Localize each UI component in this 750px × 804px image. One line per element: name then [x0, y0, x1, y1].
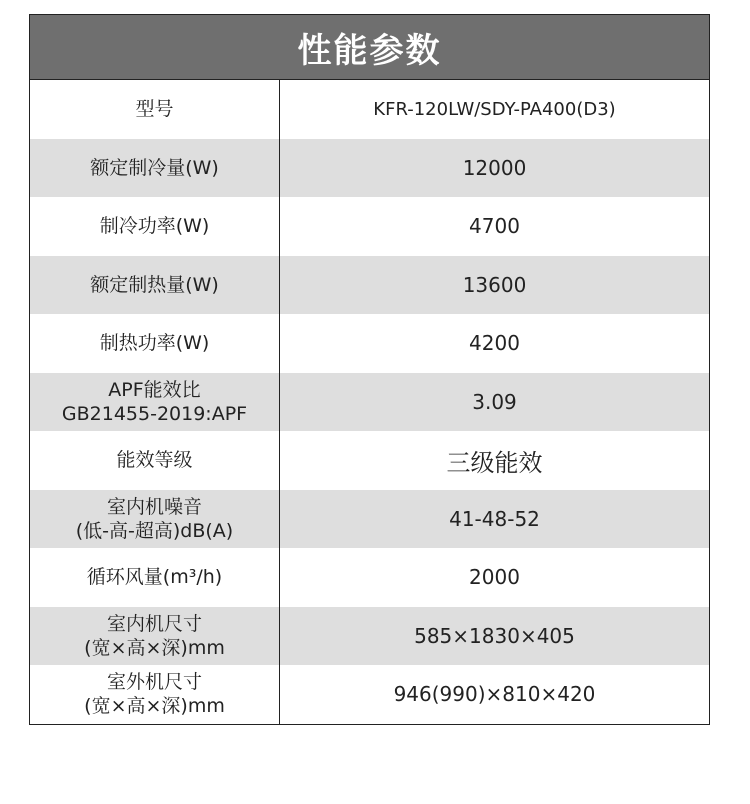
- row-label: [30, 490, 280, 549]
- table-row-indoor-size: [30, 607, 709, 666]
- row-label-line1: 制热功率(W): [99, 332, 210, 355]
- row-label: [30, 665, 280, 724]
- row-value: 41-48-52: [449, 506, 540, 531]
- row-label-line1: 制冷功率(W): [99, 215, 210, 238]
- row-value: 946(990)×810×420: [393, 682, 596, 707]
- row-label: [30, 373, 280, 432]
- row-value: 4700: [469, 214, 520, 239]
- row-label-line1: 额定制冷量(W): [90, 156, 219, 179]
- row-value: KFR-120LW/SDY-PA400(D3): [373, 98, 616, 120]
- row-value: 三级能效: [446, 448, 543, 477]
- row-label: [30, 431, 280, 490]
- row-label: [30, 139, 280, 198]
- row-label: [30, 548, 280, 607]
- table-row-airflow: [30, 548, 709, 607]
- row-label-line1: 室内机噪音: [106, 495, 202, 518]
- table-row-outdoor-size: [30, 665, 709, 724]
- row-label-line1: APF能效比: [108, 378, 201, 401]
- table-row-rated-heating: [30, 256, 709, 315]
- row-value: 12000: [462, 155, 527, 180]
- row-label-line1: 室外机尺寸: [106, 671, 202, 694]
- row-label-line1: 能效等级: [116, 449, 193, 472]
- row-label-line2: (低-高-超高)dB(A): [75, 519, 234, 542]
- row-label: [30, 607, 280, 666]
- table-row-apf: [30, 373, 709, 432]
- row-value: 2000: [469, 565, 520, 590]
- row-label-line2: (宽×高×深)mm: [84, 636, 225, 659]
- row-value: 3.09: [472, 389, 517, 414]
- row-label-line2: (宽×高×深)mm: [84, 695, 225, 718]
- spec-table: [29, 14, 710, 725]
- table-row-energy-grade: [30, 431, 709, 490]
- row-label: [30, 197, 280, 256]
- row-value: 4200: [469, 331, 520, 356]
- row-value: 585×1830×405: [414, 623, 575, 648]
- row-label: [30, 80, 280, 139]
- row-label-line2: GB21455-2019:APF: [61, 402, 248, 425]
- spec-table-title: 性能参数: [30, 15, 709, 80]
- row-value: 13600: [462, 272, 527, 297]
- table-row-indoor-noise: [30, 490, 709, 549]
- table-row-cooling-power: [30, 197, 709, 256]
- table-row-heating-power: [30, 314, 709, 373]
- row-label-line1: 型号: [135, 98, 174, 121]
- row-label: [30, 256, 280, 315]
- table-row-model: [30, 80, 709, 139]
- table-row-rated-cooling: [30, 139, 709, 198]
- row-label-line1: 额定制热量(W): [90, 273, 219, 296]
- row-label-line1: 室内机尺寸: [106, 612, 202, 635]
- row-label-line1: 循环风量(m³/h): [86, 566, 223, 589]
- row-label: [30, 314, 280, 373]
